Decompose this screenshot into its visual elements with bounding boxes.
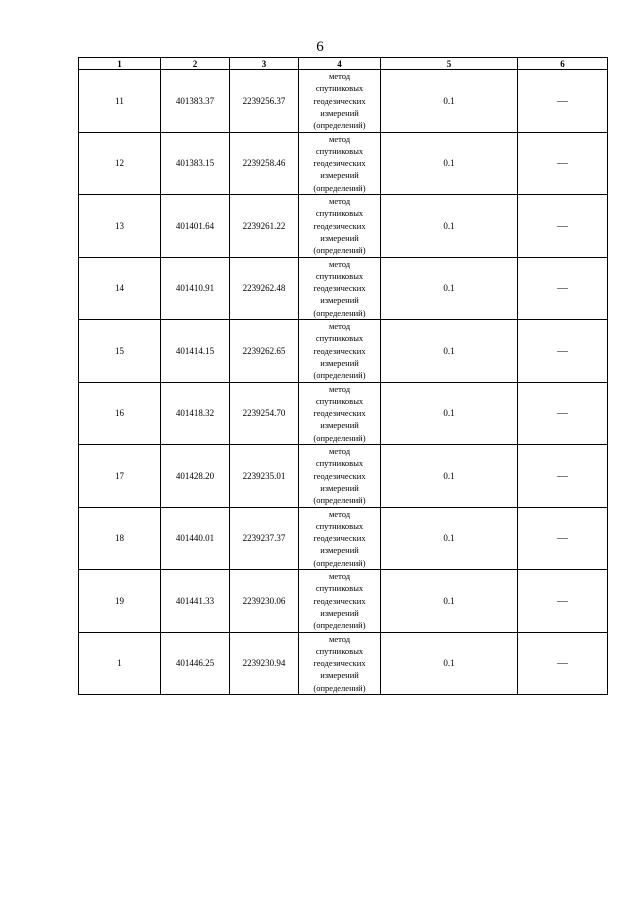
method-line: (определений): [313, 495, 366, 506]
method-cell: [299, 70, 381, 133]
description-cell: —: [518, 445, 608, 508]
method-line: спутниковых: [315, 395, 364, 406]
method-line: геодезических: [313, 595, 366, 606]
method-line: метод: [328, 633, 351, 644]
precision-cell: 0.1: [381, 570, 518, 633]
x-coordinate-cell: 401418.32: [161, 382, 230, 445]
x-coordinate-cell: 401440.01: [161, 507, 230, 570]
method-cell: [299, 632, 381, 695]
method-line: геодезических: [313, 470, 366, 481]
point-number-cell: 15: [79, 320, 161, 383]
x-coordinate-cell: 401446.25: [161, 632, 230, 695]
table-row: [79, 507, 608, 570]
method-cell: [299, 257, 381, 320]
point-number-cell: 18: [79, 507, 161, 570]
point-number-cell: 11: [79, 70, 161, 133]
description-cell: —: [518, 570, 608, 633]
table-row: [79, 132, 608, 195]
table-row: [79, 570, 608, 633]
method-line: геодезических: [313, 158, 366, 169]
description-cell: —: [518, 195, 608, 258]
description-cell: —: [518, 632, 608, 695]
method-line: измерений: [320, 357, 359, 368]
method-cell: [299, 382, 381, 445]
method-line: (определений): [313, 682, 366, 693]
method-line: (определений): [313, 120, 366, 131]
table-row: [79, 320, 608, 383]
method-line: измерений: [320, 295, 359, 306]
column-header-3: 3: [230, 58, 299, 70]
table-header-row: [79, 58, 608, 70]
precision-cell: 0.1: [381, 132, 518, 195]
method-line: спутниковых: [315, 208, 364, 219]
method-line: метод: [328, 258, 351, 269]
column-header-2: 2: [161, 58, 230, 70]
method-line: измерений: [320, 545, 359, 556]
method-line: геодезических: [313, 220, 366, 231]
column-header-1: 1: [79, 58, 161, 70]
method-line: измерений: [320, 170, 359, 181]
method-line: спутниковых: [315, 520, 364, 531]
precision-cell: 0.1: [381, 632, 518, 695]
method-line: геодезических: [313, 533, 366, 544]
method-line: спутниковых: [315, 645, 364, 656]
method-cell: [299, 132, 381, 195]
method-cell: [299, 445, 381, 508]
method-line: (определений): [313, 557, 366, 568]
table-row: [79, 382, 608, 445]
method-cell: [299, 320, 381, 383]
method-line: измерений: [320, 670, 359, 681]
point-number-cell: 19: [79, 570, 161, 633]
y-coordinate-cell: 2239230.94: [230, 632, 299, 695]
x-coordinate-cell: 401383.15: [161, 132, 230, 195]
precision-cell: 0.1: [381, 320, 518, 383]
table-row: [79, 70, 608, 133]
point-number-cell: 16: [79, 382, 161, 445]
method-line: спутниковых: [315, 270, 364, 281]
y-coordinate-cell: 2239237.37: [230, 507, 299, 570]
method-line: (определений): [313, 432, 366, 443]
table-row: [79, 195, 608, 258]
y-coordinate-cell: 2239261.22: [230, 195, 299, 258]
method-line: спутниковых: [315, 83, 364, 94]
y-coordinate-cell: 2239230.06: [230, 570, 299, 633]
method-line: геодезических: [313, 283, 366, 294]
method-line: (определений): [313, 182, 366, 193]
method-line: геодезических: [313, 345, 366, 356]
method-line: спутниковых: [315, 458, 364, 469]
method-line: метод: [328, 71, 351, 82]
method-line: геодезических: [313, 95, 366, 106]
precision-cell: 0.1: [381, 382, 518, 445]
method-line: (определений): [313, 370, 366, 381]
point-number-cell: 17: [79, 445, 161, 508]
column-header-4: 4: [299, 58, 381, 70]
table-row: [79, 257, 608, 320]
method-line: измерений: [320, 232, 359, 243]
x-coordinate-cell: 401410.91: [161, 257, 230, 320]
y-coordinate-cell: 2239235.01: [230, 445, 299, 508]
method-line: (определений): [313, 307, 366, 318]
method-cell: [299, 507, 381, 570]
method-line: геодезических: [313, 408, 366, 419]
description-cell: —: [518, 70, 608, 133]
method-line: измерений: [320, 482, 359, 493]
method-line: (определений): [313, 245, 366, 256]
method-line: метод: [328, 321, 351, 332]
y-coordinate-cell: 2239256.37: [230, 70, 299, 133]
method-line: метод: [328, 446, 351, 457]
method-line: метод: [328, 571, 351, 582]
method-line: спутниковых: [315, 145, 364, 156]
y-coordinate-cell: 2239258.46: [230, 132, 299, 195]
x-coordinate-cell: 401401.64: [161, 195, 230, 258]
description-cell: —: [518, 257, 608, 320]
method-line: метод: [328, 133, 351, 144]
coordinates-table: [78, 57, 608, 695]
point-number-cell: 13: [79, 195, 161, 258]
table-row: [79, 632, 608, 695]
description-cell: —: [518, 320, 608, 383]
method-line: метод: [328, 508, 351, 519]
method-cell: [299, 195, 381, 258]
description-cell: —: [518, 132, 608, 195]
precision-cell: 0.1: [381, 507, 518, 570]
y-coordinate-cell: 2239254.70: [230, 382, 299, 445]
x-coordinate-cell: 401428.20: [161, 445, 230, 508]
precision-cell: 0.1: [381, 257, 518, 320]
table-row: [79, 445, 608, 508]
x-coordinate-cell: 401383.37: [161, 70, 230, 133]
y-coordinate-cell: 2239262.48: [230, 257, 299, 320]
table-body: [79, 70, 608, 695]
method-line: метод: [328, 196, 351, 207]
y-coordinate-cell: 2239262.65: [230, 320, 299, 383]
point-number-cell: 14: [79, 257, 161, 320]
page-number: 6: [316, 39, 324, 55]
column-header-5: 5: [381, 58, 518, 70]
method-line: измерений: [320, 107, 359, 118]
point-number-cell: 1: [79, 632, 161, 695]
precision-cell: 0.1: [381, 445, 518, 508]
description-cell: —: [518, 382, 608, 445]
method-line: измерений: [320, 607, 359, 618]
x-coordinate-cell: 401414.15: [161, 320, 230, 383]
method-line: (определений): [313, 620, 366, 631]
method-line: спутниковых: [315, 333, 364, 344]
column-header-6: 6: [518, 58, 608, 70]
method-line: геодезических: [313, 658, 366, 669]
method-line: измерений: [320, 420, 359, 431]
x-coordinate-cell: 401441.33: [161, 570, 230, 633]
point-number-cell: 12: [79, 132, 161, 195]
method-line: спутниковых: [315, 583, 364, 594]
method-cell: [299, 570, 381, 633]
precision-cell: 0.1: [381, 195, 518, 258]
description-cell: —: [518, 507, 608, 570]
method-line: метод: [328, 383, 351, 394]
precision-cell: 0.1: [381, 70, 518, 133]
